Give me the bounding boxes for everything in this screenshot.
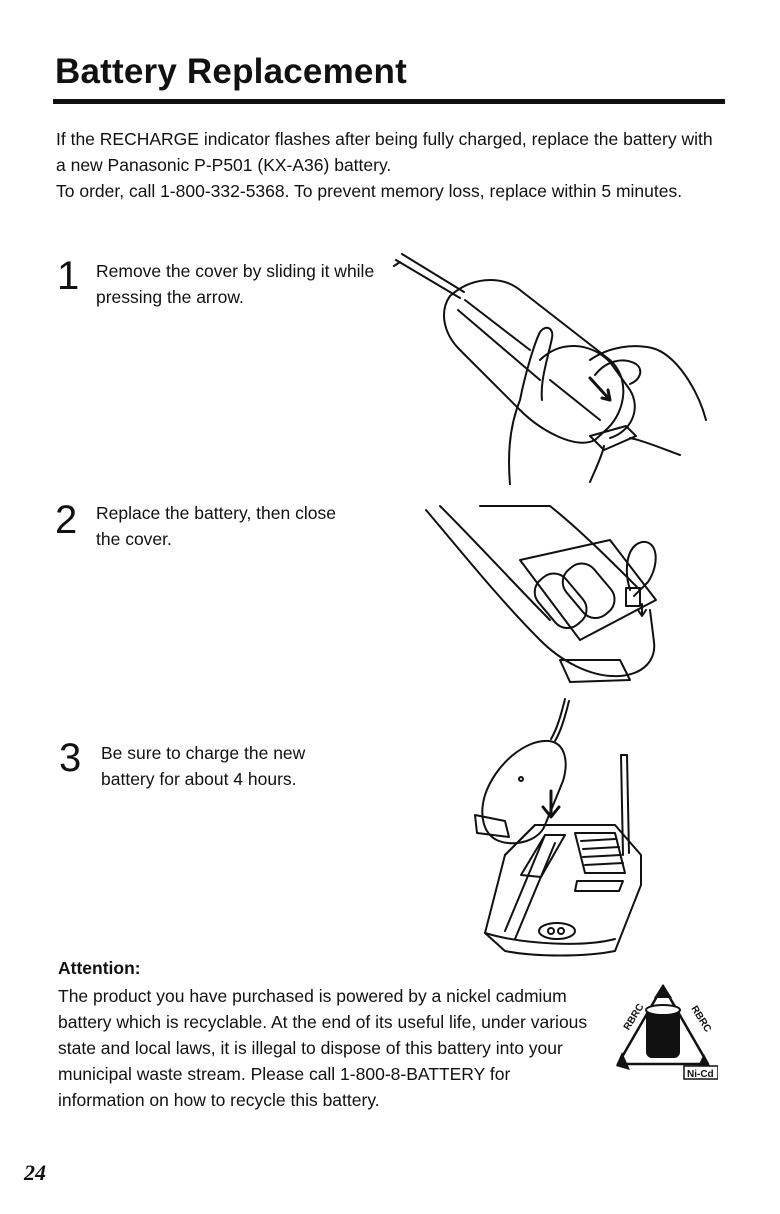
charger-base-illustration [465,695,650,965]
step-2-text: Replace the battery, then close the cover. [96,503,336,549]
svg-text:RBRC: RBRC [621,1002,647,1033]
title-rule [53,99,725,104]
attention-body: The product you have purchased is powered by a nickel cadmium battery which is recyclable. At the end of its useful life, under various state and local laws, it is illegal to dispose of this battery into your municipal waste stream. Please call 1-800-8-BATTERY for information on how to recycle this battery. [58,986,588,1110]
step-3-text: Be sure to charge the new battery for about 4 hours. [101,743,306,789]
step-1-number: 1 [57,254,80,298]
intro-paragraph-1: If the RECHARGE indicator flashes after being fully charged, replace the battery with a new Panasonic P-P501 (KX-A36) battery. [56,129,713,175]
page-title: Battery Replacement [55,52,407,91]
step-1-text: Remove the cover by sliding it while pressing the arrow. [96,261,375,307]
page-number: 24 [24,1160,46,1185]
svg-text:RBRC: RBRC [688,1004,714,1035]
handset-cover-illustration [390,250,720,485]
battery-compartment-illustration [420,500,670,685]
step-3-number: 3 [59,736,82,780]
intro-paragraph-2: To order, call 1-800-332-5368. To prevent memory loss, replace within 5 minutes. [56,181,683,201]
nicd-label: Ni-Cd [687,1069,714,1080]
intro-text [56,126,726,204]
attention-heading: Attention: [58,958,141,978]
rbrc-recycle-icon [608,980,718,1080]
step-2-number: 2 [55,498,78,542]
